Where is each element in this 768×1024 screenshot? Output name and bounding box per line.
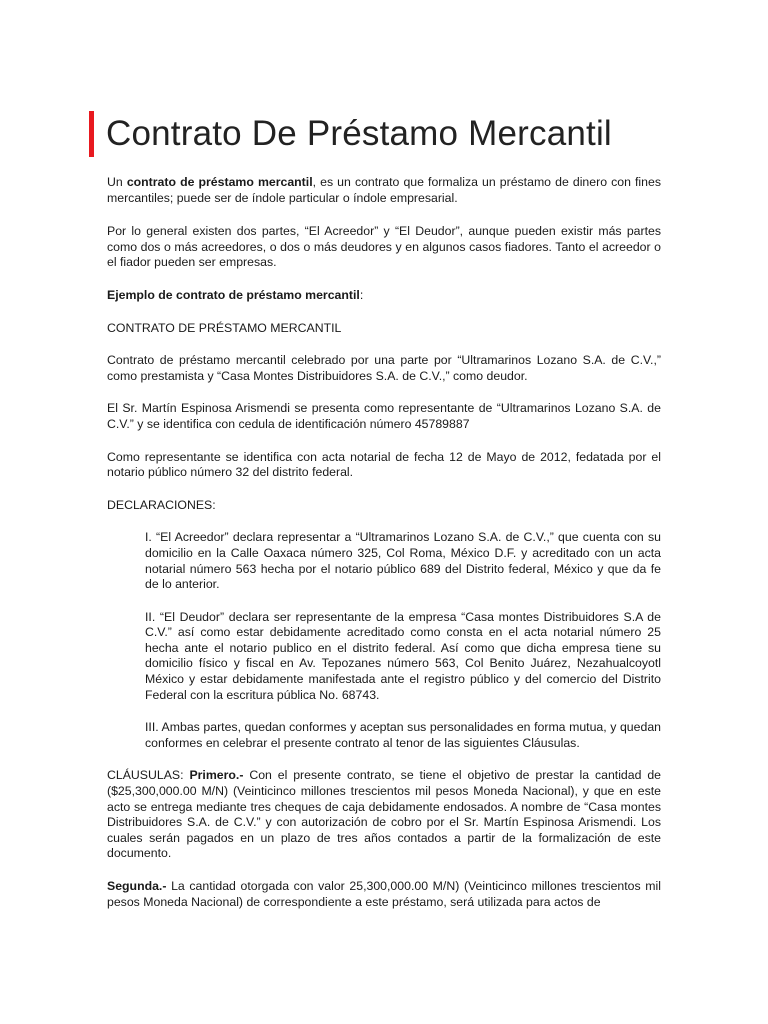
clause-second-label: Segunda.- xyxy=(107,879,167,893)
example-heading-colon: : xyxy=(359,287,364,302)
declaration-item-3: III. Ambas partes, quedan conformes y aceptan sus personalidades en forma mutua, y quedan conformes en celebrar el presente contrato al tenor de las siguientes Cláusulas. xyxy=(145,720,661,750)
clause-second-text: La cantidad otorgada con valor 25,300,000.00 M/N) (Veinticinco millones trescientos mil pesos Moneda Nacional) de correspondiente a este préstamo, será utilizada para actos de xyxy=(107,879,661,909)
clause-first-label: Primero.- xyxy=(189,768,244,783)
clauses-label: CLÁUSULAS: xyxy=(107,768,190,783)
parties-paragraph: Por lo general existen dos partes, “El Acreedor” y “El Deudor”, aunque pueden existir más partes como dos o más acreedores, o dos o más deudores y en algunos casos fiadores. Tanto el acreedor o el fiador pueden ser empresas. xyxy=(107,224,661,270)
intro-text-a: Un xyxy=(107,175,127,189)
document-body xyxy=(107,175,661,910)
declarations-heading: DECLARACIONES: xyxy=(107,497,216,512)
clause-second xyxy=(107,879,661,910)
page-title: Contrato De Préstamo Mercantil xyxy=(106,114,612,153)
declaration-item-2: II. “El Deudor” declara ser representante de la empresa “Casa montes Distribuidores S.A de C.V.” así como estar debidamente acreditado como consta en el acta notarial número 25 hecha ante el notario publico en el distrito federal. Así como que dicha empresa tiene su domicilio físico y fiscal en Av. Tepozanes número 563, Col Benito Juárez, Nezahualcoyotl México y estar debidamente manifestada ante el registro público y del comercio del Distrito Federal con la escritura pública No. 68743. xyxy=(145,609,661,702)
title-block xyxy=(89,110,612,158)
intro-bold-term: contrato de préstamo mercantil xyxy=(126,175,313,189)
intro-text-c: , es un contrato que formaliza un préstamo de dinero con fines mercantiles; puede ser de índole particular o índole empresarial. xyxy=(107,175,661,205)
clause-first xyxy=(107,768,661,862)
intro-paragraph xyxy=(107,175,661,206)
clause-first-text: Con el presente contrato, se tiene el objetivo de prestar la cantidad de ($25,300,000.00 M/N) (Veinticinco millones trescientos mil pesos Moneda Nacional), y que en este acto se entrega mediante tres cheques de caja debidamente endosados. A nombre de “Casa montes Distribuidores S.A. de C.V.” y con autorización de cobro por el Sr. Martín Espinosa Arismendi. Los cuales serán pagados en un plazo de tres años contados a partir de la formalización de este documento. xyxy=(107,768,662,861)
example-heading-text: Ejemplo de contrato de préstamo mercantil xyxy=(107,287,360,302)
example-heading xyxy=(107,288,661,304)
contract-parties-paragraph: Contrato de préstamo mercantil celebrado por una parte por “Ultramarinos Lozano S.A. de C.V.,” como prestamista y “Casa Montes Distribuidores S.A. de C.V.,” como deudor. xyxy=(107,353,661,383)
notarial-paragraph: Como representante se identifica con acta notarial de fecha 12 de Mayo de 2012, fedatada por el notario público número 32 del distrito federal. xyxy=(107,449,661,480)
declaration-item-1: I. “El Acreedor” declara representar a “Ultramarinos Lozano S.A. de C.V.,” que cuenta con su domicilio en la Calle Oaxaca número 325, Col Roma, México D.F. y acreditado con un acta notarial número 563 hecha por el notario público 689 del Distrito federal, México y que da fe de lo anterior. xyxy=(145,530,661,592)
title-accent-bar xyxy=(89,111,94,157)
contract-title: CONTRATO DE PRÉSTAMO MERCANTIL xyxy=(107,320,342,335)
representative-paragraph: El Sr. Martín Espinosa Arismendi se presenta como representante de “Ultramarinos Lozano S.A. de C.V.” y se identifica con cedula de identificación número 45789887 xyxy=(107,401,661,431)
